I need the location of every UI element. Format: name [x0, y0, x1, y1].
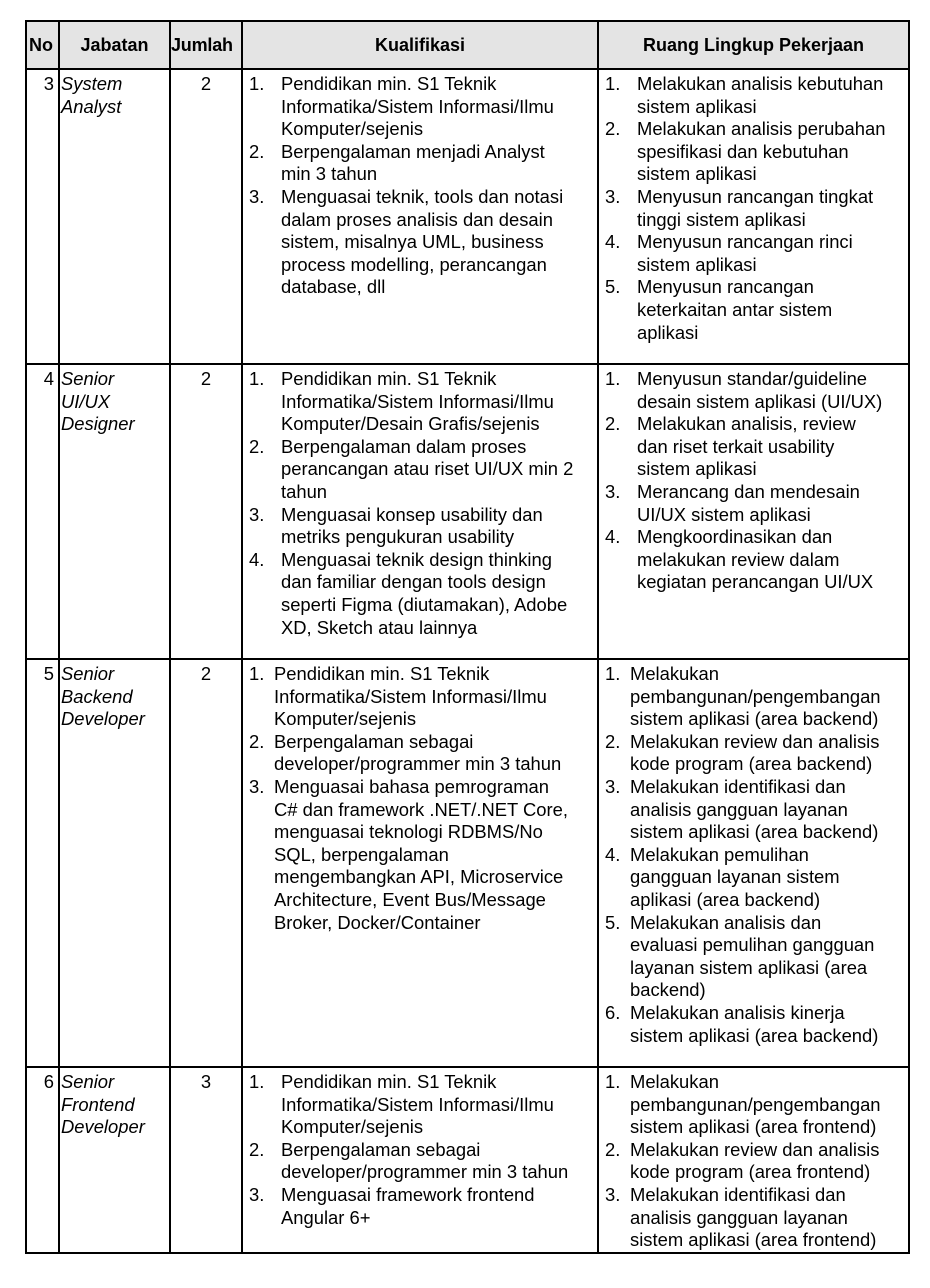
list-number: 4.: [605, 526, 621, 548]
list-text: [630, 1002, 908, 1047]
list-item: [605, 1139, 908, 1184]
list-text: [281, 141, 597, 186]
text-line: aplikasi: [637, 321, 699, 343]
text-line: Merancang dan mendesain: [637, 480, 860, 502]
text-line: developer/programmer min 3 tahun: [281, 1161, 569, 1183]
cell-kualifikasi-list: [249, 663, 597, 934]
list-text: [637, 481, 908, 526]
text-line: Berpengalaman menjadi Analyst: [281, 140, 545, 162]
list-text: [630, 844, 908, 912]
header-kualifikasi: Kualifikasi: [242, 21, 598, 69]
list-item: [605, 844, 908, 912]
text-line: Melakukan pemulihan: [630, 843, 809, 865]
table-row: [26, 364, 909, 659]
text-line: Menguasai bahasa pemrograman: [274, 775, 550, 797]
job-requirements-table: [25, 20, 910, 1254]
list-text: [637, 276, 908, 344]
cell-no: 3: [26, 69, 59, 364]
text-line: Menyusun rancangan: [637, 276, 814, 298]
list-item: [605, 663, 908, 731]
text-line: Melakukan: [630, 1071, 719, 1092]
text-line: Pendidikan min. S1 Teknik: [281, 73, 497, 94]
list-number: 1.: [605, 73, 621, 94]
cell-jabatan: [59, 69, 170, 364]
text-line: Melakukan analisis perubahan: [637, 118, 886, 140]
text-line: Angular 6+: [281, 1206, 371, 1228]
text-line: melakukan review dalam: [637, 548, 840, 570]
cell-ruang-lingkup-list: [605, 368, 908, 594]
jabatan-line: Senior: [61, 1071, 115, 1092]
text-line: Pendidikan min. S1 Teknik: [274, 663, 490, 684]
text-line: C# dan framework .NET/.NET Core,: [274, 798, 568, 820]
cell-jabatan: [59, 659, 170, 1067]
list-text: [274, 776, 597, 934]
text-line: keterkaitan antar sistem: [637, 298, 833, 320]
list-number: 2.: [605, 413, 621, 435]
cell-kualifikasi-list: [249, 73, 597, 299]
list-number: 2.: [605, 730, 621, 752]
list-text: [281, 1071, 597, 1139]
text-line: sistem, misalnya UML, business: [281, 231, 544, 253]
list-item: [605, 73, 908, 118]
list-number: 3.: [249, 503, 265, 525]
list-text: [281, 1184, 597, 1229]
list-text: [630, 776, 908, 844]
list-number: 2.: [605, 1138, 621, 1160]
table-row: [26, 1067, 909, 1253]
text-line: sistem aplikasi (area backend): [630, 708, 879, 730]
list-number: 2.: [249, 730, 265, 752]
cell-ruang-lingkup-list: [605, 73, 908, 344]
list-item: [249, 549, 597, 639]
list-text: [281, 1139, 597, 1184]
list-text: [281, 73, 597, 141]
list-text: [281, 504, 597, 549]
text-line: pembangunan/pengembangan: [630, 1093, 881, 1115]
text-line: Komputer/sejenis: [274, 708, 417, 730]
header-jabatan: Jabatan: [59, 21, 170, 69]
list-text: [630, 912, 908, 1002]
list-item: [605, 118, 908, 186]
list-number: 1.: [605, 1071, 621, 1092]
list-number: 3.: [605, 480, 621, 502]
cell-jumlah: 3: [170, 1067, 242, 1253]
header-ruang-lingkup: Ruang Lingkup Pekerjaan: [598, 21, 909, 69]
text-line: Melakukan identifikasi dan: [630, 775, 846, 797]
table-row: [26, 659, 909, 1067]
text-line: Pendidikan min. S1 Teknik: [281, 368, 497, 389]
list-text: [630, 1139, 908, 1184]
text-line: Mengkoordinasikan dan: [637, 526, 833, 548]
text-line: Melakukan analisis, review: [637, 413, 856, 435]
text-line: database, dll: [281, 276, 386, 298]
text-line: tahun: [281, 480, 328, 502]
jabatan-line: Senior: [61, 663, 115, 684]
text-line: spesifikasi dan kebutuhan: [637, 140, 849, 162]
text-line: Melakukan analisis kebutuhan: [637, 73, 884, 94]
list-text: [274, 663, 597, 731]
list-text: [630, 1184, 908, 1252]
text-line: Informatika/Sistem Informasi/Ilmu: [274, 685, 547, 707]
cell-kualifikasi: [242, 659, 598, 1067]
list-item: [605, 776, 908, 844]
list-number: 1.: [249, 73, 265, 94]
text-line: SQL, berpengalaman: [274, 843, 449, 865]
text-line: aplikasi (area backend): [630, 888, 821, 910]
text-line: Melakukan: [630, 663, 719, 684]
jabatan-line: Senior: [61, 368, 115, 389]
text-line: Berpengalaman sebagai: [274, 730, 474, 752]
text-line: Architecture, Event Bus/Message: [274, 888, 546, 910]
header-row: [26, 21, 909, 69]
list-number: 3.: [249, 775, 265, 797]
text-line: Pendidikan min. S1 Teknik: [281, 1071, 497, 1092]
text-line: Menguasai framework frontend: [281, 1183, 535, 1205]
text-line: Menguasai teknik, tools dan notasi: [281, 185, 564, 207]
list-item: [249, 504, 597, 549]
list-item: [605, 1184, 908, 1252]
list-item: [249, 436, 597, 504]
cell-ruang-lingkup-list: [605, 663, 908, 1047]
list-item: [605, 912, 908, 1002]
text-line: Menyusun standar/guideline: [637, 368, 868, 389]
list-item: [605, 1071, 908, 1139]
text-line: sistem aplikasi: [637, 253, 757, 275]
text-line: Menguasai teknik design thinking: [281, 548, 552, 570]
list-item: [249, 731, 597, 776]
list-text: [281, 549, 597, 639]
jabatan-line: Developer: [61, 708, 145, 730]
text-line: dan riset terkait usability: [637, 435, 835, 457]
text-line: sistem aplikasi (area frontend): [630, 1229, 877, 1251]
cell-kualifikasi-list: [249, 1071, 597, 1229]
list-item: [249, 776, 597, 934]
list-number: 1.: [249, 1071, 265, 1092]
text-line: metriks pengukuran usability: [281, 526, 515, 548]
text-line: Melakukan review dan analisis: [630, 730, 880, 752]
text-line: Melakukan analisis dan: [630, 911, 822, 933]
cell-ruang-lingkup-list: [605, 1071, 908, 1252]
list-number: 6.: [605, 1001, 621, 1023]
list-number: 4.: [605, 843, 621, 865]
cell-no: 6: [26, 1067, 59, 1253]
text-line: dan familiar dengan tools design: [281, 571, 546, 593]
list-item: [249, 141, 597, 186]
list-number: 3.: [249, 1183, 265, 1205]
text-line: sistem aplikasi: [637, 163, 757, 185]
list-number: 2.: [249, 435, 265, 457]
cell-kualifikasi: [242, 69, 598, 364]
list-text: [281, 368, 597, 436]
list-text: [630, 663, 908, 731]
cell-kualifikasi-list: [249, 368, 597, 639]
text-line: sistem aplikasi (area backend): [630, 821, 879, 843]
text-line: sistem aplikasi (area backend): [630, 1024, 879, 1046]
list-item: [605, 276, 908, 344]
list-number: 4.: [605, 231, 621, 253]
text-line: Melakukan analisis kinerja: [630, 1001, 845, 1023]
list-item: [605, 481, 908, 526]
text-line: Informatika/Sistem Informasi/Ilmu: [281, 390, 554, 412]
text-line: Menyusun rancangan tingkat: [637, 185, 874, 207]
jabatan-line: System: [61, 73, 123, 94]
list-number: 3.: [605, 185, 621, 207]
text-line: backend): [630, 979, 706, 1001]
list-text: [637, 186, 908, 231]
text-line: Komputer/Desain Grafis/sejenis: [281, 413, 540, 435]
list-item: [249, 1139, 597, 1184]
text-line: Komputer/sejenis: [281, 118, 424, 140]
cell-no: 5: [26, 659, 59, 1067]
list-text: [637, 118, 908, 186]
text-line: kode program (area frontend): [630, 1161, 871, 1183]
jabatan-line: Analyst: [61, 95, 122, 117]
cell-ruang-lingkup: [598, 69, 909, 364]
list-item: [249, 186, 597, 299]
list-item: [605, 231, 908, 276]
list-item: [605, 186, 908, 231]
text-line: sistem aplikasi: [637, 95, 757, 117]
list-text: [637, 413, 908, 481]
text-line: seperti Figma (diutamakan), Adobe: [281, 593, 568, 615]
jabatan-line: Designer: [61, 413, 135, 435]
list-text: [637, 368, 908, 413]
text-line: UI/UX sistem aplikasi: [637, 503, 811, 525]
text-line: gangguan layanan sistem: [630, 866, 840, 888]
list-text: [281, 186, 597, 299]
list-text: [281, 436, 597, 504]
cell-jumlah: 2: [170, 364, 242, 659]
text-line: perancangan atau riset UI/UX min 2: [281, 458, 574, 480]
text-line: developer/programmer min 3 tahun: [274, 753, 562, 775]
text-line: dalam proses analisis dan desain: [281, 208, 553, 230]
cell-kualifikasi: [242, 364, 598, 659]
list-number: 1.: [249, 368, 265, 389]
jabatan-line: UI/UX: [61, 390, 111, 412]
list-text: [630, 731, 908, 776]
text-line: evaluasi pemulihan gangguan: [630, 934, 875, 956]
text-line: kode program (area backend): [630, 753, 873, 775]
text-line: XD, Sketch atau lainnya: [281, 616, 478, 638]
list-item: [249, 1184, 597, 1229]
list-text: [637, 526, 908, 594]
list-item: [249, 1071, 597, 1139]
list-item: [605, 526, 908, 594]
text-line: kegiatan perancangan UI/UX: [637, 571, 874, 593]
text-line: Melakukan review dan analisis: [630, 1138, 880, 1160]
list-number: 1.: [605, 368, 621, 389]
cell-ruang-lingkup: [598, 1067, 909, 1253]
list-item: [605, 413, 908, 481]
text-line: mengembangkan API, Microservice: [274, 866, 564, 888]
list-item: [249, 368, 597, 436]
text-line: menguasai teknologi RDBMS/No: [274, 821, 543, 843]
text-line: Informatika/Sistem Informasi/Ilmu: [281, 95, 554, 117]
text-line: sistem aplikasi (area frontend): [630, 1116, 877, 1138]
cell-kualifikasi: [242, 1067, 598, 1253]
text-line: Berpengalaman dalam proses: [281, 435, 527, 457]
list-number: 1.: [249, 663, 265, 684]
table-row: [26, 69, 909, 364]
text-line: Informatika/Sistem Informasi/Ilmu: [281, 1093, 554, 1115]
text-line: min 3 tahun: [281, 163, 378, 185]
list-number: 1.: [605, 663, 621, 684]
text-line: Melakukan identifikasi dan: [630, 1183, 846, 1205]
list-item: [249, 663, 597, 731]
cell-ruang-lingkup: [598, 364, 909, 659]
list-number: 5.: [605, 911, 621, 933]
list-text: [637, 73, 908, 118]
text-line: process modelling, perancangan: [281, 253, 547, 275]
text-line: analisis gangguan layanan: [630, 1206, 848, 1228]
jabatan-line: Frontend: [61, 1093, 135, 1115]
header-jumlah: Jumlah: [170, 21, 242, 69]
jabatan-line: Developer: [61, 1116, 145, 1138]
cell-jumlah: 2: [170, 659, 242, 1067]
list-item: [605, 368, 908, 413]
list-number: 5.: [605, 276, 621, 298]
list-number: 2.: [605, 118, 621, 140]
text-line: Berpengalaman sebagai: [281, 1138, 481, 1160]
list-item: [605, 731, 908, 776]
list-number: 2.: [249, 140, 265, 162]
list-item: [249, 73, 597, 141]
list-text: [274, 731, 597, 776]
list-text: [637, 231, 908, 276]
cell-no: 4: [26, 364, 59, 659]
text-line: Menyusun rancangan rinci: [637, 231, 853, 253]
text-line: layanan sistem aplikasi (area: [630, 956, 868, 978]
cell-jabatan: [59, 1067, 170, 1253]
text-line: desain sistem aplikasi (UI/UX): [637, 390, 883, 412]
text-line: pembangunan/pengembangan: [630, 685, 881, 707]
text-line: analisis gangguan layanan: [630, 798, 848, 820]
jabatan-line: Backend: [61, 685, 133, 707]
list-number: 3.: [605, 775, 621, 797]
text-line: sistem aplikasi: [637, 458, 757, 480]
text-line: Menguasai konsep usability dan: [281, 503, 543, 525]
list-number: 3.: [249, 185, 265, 207]
text-line: Komputer/sejenis: [281, 1116, 424, 1138]
cell-jumlah: 2: [170, 69, 242, 364]
list-item: [605, 1002, 908, 1047]
list-number: 2.: [249, 1138, 265, 1160]
list-number: 4.: [249, 548, 265, 570]
text-line: Broker, Docker/Container: [274, 911, 481, 933]
list-number: 3.: [605, 1183, 621, 1205]
list-text: [630, 1071, 908, 1139]
cell-jabatan: [59, 364, 170, 659]
text-line: tinggi sistem aplikasi: [637, 208, 806, 230]
header-no: No: [26, 21, 59, 69]
cell-ruang-lingkup: [598, 659, 909, 1067]
